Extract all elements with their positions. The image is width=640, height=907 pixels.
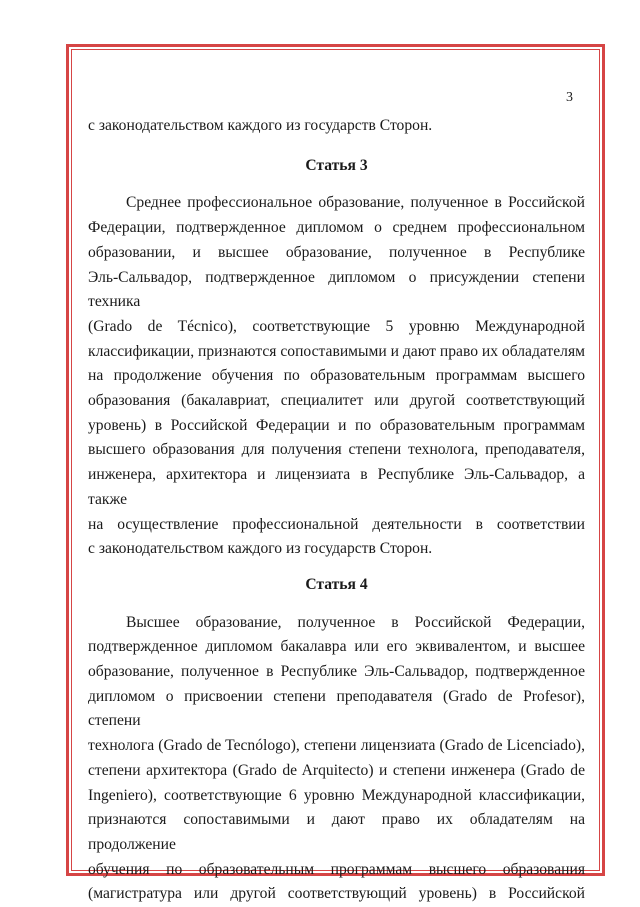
article-3-line: высшего образования для получения степени технолога, преподавателя, [88, 441, 585, 459]
article-4-heading: Статья 4 [305, 575, 368, 593]
article-3-line: Среднее профессиональное образование, полученное в Российской [126, 194, 585, 212]
article-3-line: на продолжение обучения по образовательным программам высшего [88, 367, 585, 385]
article-4-line: Ingeniero), соответствующие 6 уровню Международной классификации, [88, 786, 585, 804]
article-3-line: инженера, архитектора и лицензиата в Республике Эль-Сальвадор, а также [88, 466, 585, 508]
article-3-line: образовании, и высшее образование, полученное в Республике [88, 243, 585, 261]
article-4-line: подтвержденное дипломом бакалавра или его эквивалентом, и высшее [88, 638, 585, 656]
article-3-line: Федерации, подтвержденное дипломом о среднем профессиональном [88, 219, 585, 237]
article-3-paragraph [88, 191, 585, 562]
page-number: 3 [566, 90, 573, 105]
article-4-paragraph [88, 611, 585, 907]
intro-line: с законодательством каждого из государств Сторон. [88, 117, 433, 134]
article-3-line: на осуществление профессиональной деятельности в соответствии [88, 515, 585, 533]
article-4-line: дипломом о присвоении степени преподавателя (Grado de Profesor), степени [88, 687, 585, 730]
article-3-line: с законодательством каждого из государств Сторон. [88, 540, 433, 558]
article-3-heading: Статья 3 [305, 156, 368, 174]
article-4-line: степени архитектора (Grado de Arquitecto) и степени инженера (Grado de [88, 761, 585, 779]
article-4-line: (магистратура или другой соответствующий уровень) в Российской [88, 885, 585, 903]
article-3-line: образования (бакалавриат, специалитет или другой соответствующий [88, 392, 585, 410]
article-4-line: образование, полученное в Республике Эль-Сальвадор, подтвержденное [88, 663, 585, 681]
article-4-line: Высшее образование, полученное в Российской Федерации, [126, 613, 585, 631]
article-4-line: технолога (Grado de Tecnólogo), степени лицензиата (Grado de Licenciado), [88, 737, 585, 755]
article-4-line: признаются сопоставимыми и дают право их обладателям на продолжение [88, 811, 585, 853]
article-3-line: (Grado de Técnico), соответствующие 5 уровню Международной [88, 317, 585, 335]
article-4-line: обучения по образовательным программам высшего образования [88, 860, 585, 878]
article-3-line: уровень) в Российской Федерации и по образовательным программам [88, 416, 585, 434]
document-body [88, 114, 585, 907]
article-3-line: Эль-Сальвадор, подтвержденное дипломом о присуждении степени техника [88, 268, 585, 311]
article-3-line: классификации, признаются сопоставимыми и дают право их обладателям [88, 342, 585, 360]
